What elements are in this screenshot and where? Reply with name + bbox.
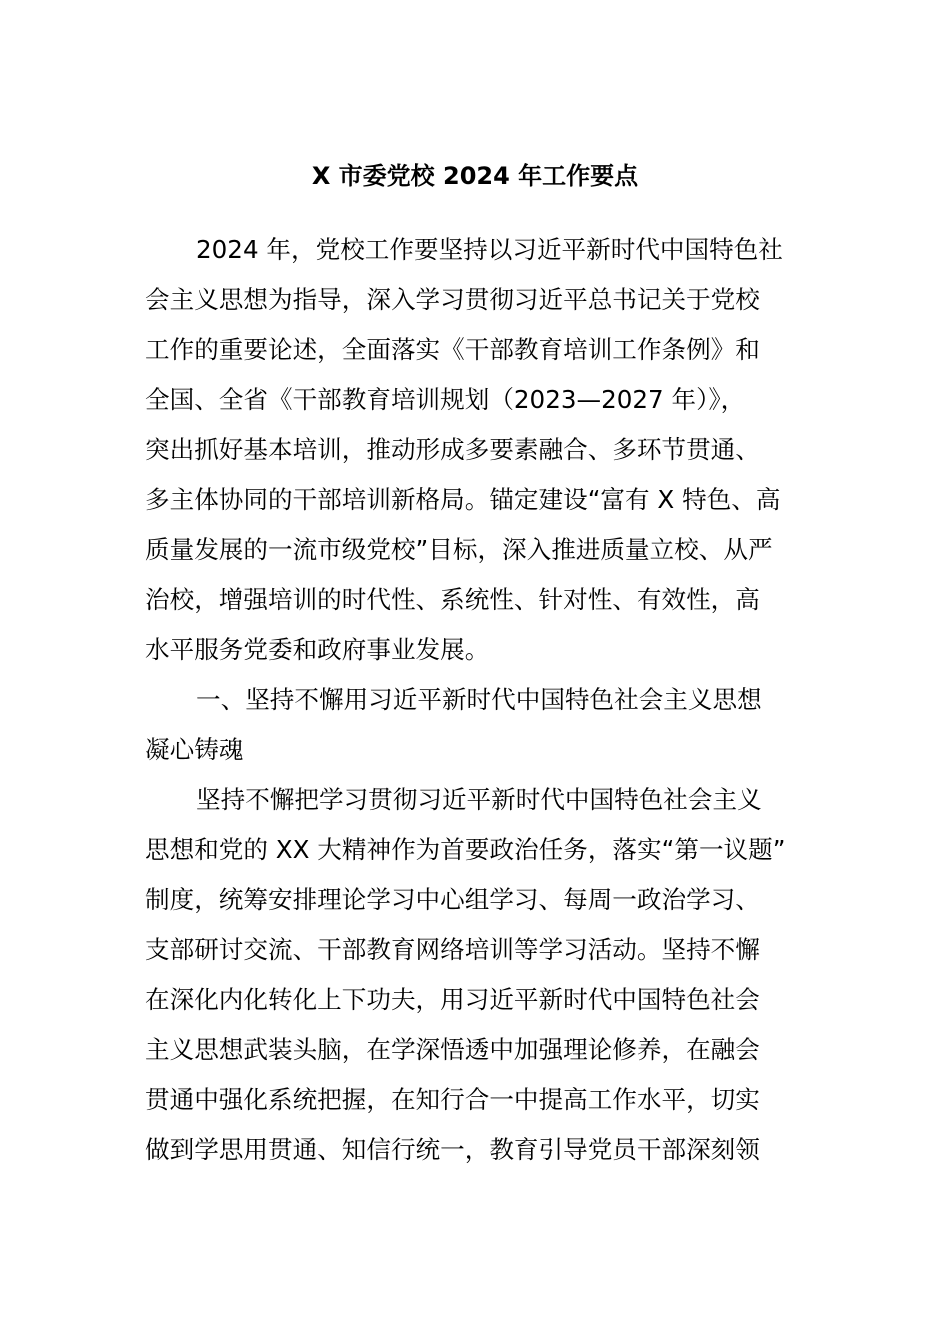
paragraph-line: 水平服务党委和政府事业发展。 <box>145 635 490 664</box>
paragraph-line: 贯通中强化系统把握，在知行合一中提高工作水平，切实 <box>145 1085 760 1114</box>
paragraph-line: 全国、全省《干部教育培训规划（2023—2027 年）》， <box>145 385 746 414</box>
paragraph-line: 坚持不懈把学习贯彻习近平新时代中国特色社会主义 <box>196 785 762 814</box>
section-heading-line: 凝心铸魂 <box>145 735 244 764</box>
paragraph-line: 做到学思用贯通、知信行统一，教育引导党员干部深刻领 <box>145 1135 760 1164</box>
paragraph-line: 制度，统筹安排理论学习中心组学习、每周一政治学习、 <box>145 885 760 914</box>
paragraph-line: 治校，增强培训的时代性、系统性、针对性、有效性，高 <box>145 585 760 614</box>
paragraph-line: 多主体协同的干部培训新格局。锚定建设“富有 X 特色、高 <box>145 485 781 514</box>
paragraph-line: 主义思想武装头脑，在学深悟透中加强理论修养，在融会 <box>145 1035 760 1064</box>
paragraph-line: 质量发展的一流市级党校”目标，深入推进质量立校、从严 <box>145 535 773 564</box>
paragraph-line: 工作的重要论述，全面落实《干部教育培训工作条例》和 <box>145 335 760 364</box>
paragraph-line: 支部研讨交流、干部教育网络培训等学习活动。坚持不懈 <box>145 935 760 964</box>
paragraph-line: 在深化内化转化上下功夫，用习近平新时代中国特色社会 <box>145 985 760 1014</box>
paragraph-line: 思想和党的 XX 大精神作为首要政治任务，落实“第一议题” <box>145 835 786 864</box>
paragraph-line: 2024 年，党校工作要坚持以习近平新时代中国特色社 <box>196 235 783 264</box>
paragraph-line: 突出抓好基本培训，推动形成多要素融合、多环节贯通、 <box>145 435 760 464</box>
document-title: X 市委党校 2024 年工作要点 <box>311 162 639 190</box>
section-heading-line: 一、坚持不懈用习近平新时代中国特色社会主义思想 <box>196 685 762 714</box>
paragraph-line: 会主义思想为指导，深入学习贯彻习近平总书记关于党校 <box>145 285 760 314</box>
